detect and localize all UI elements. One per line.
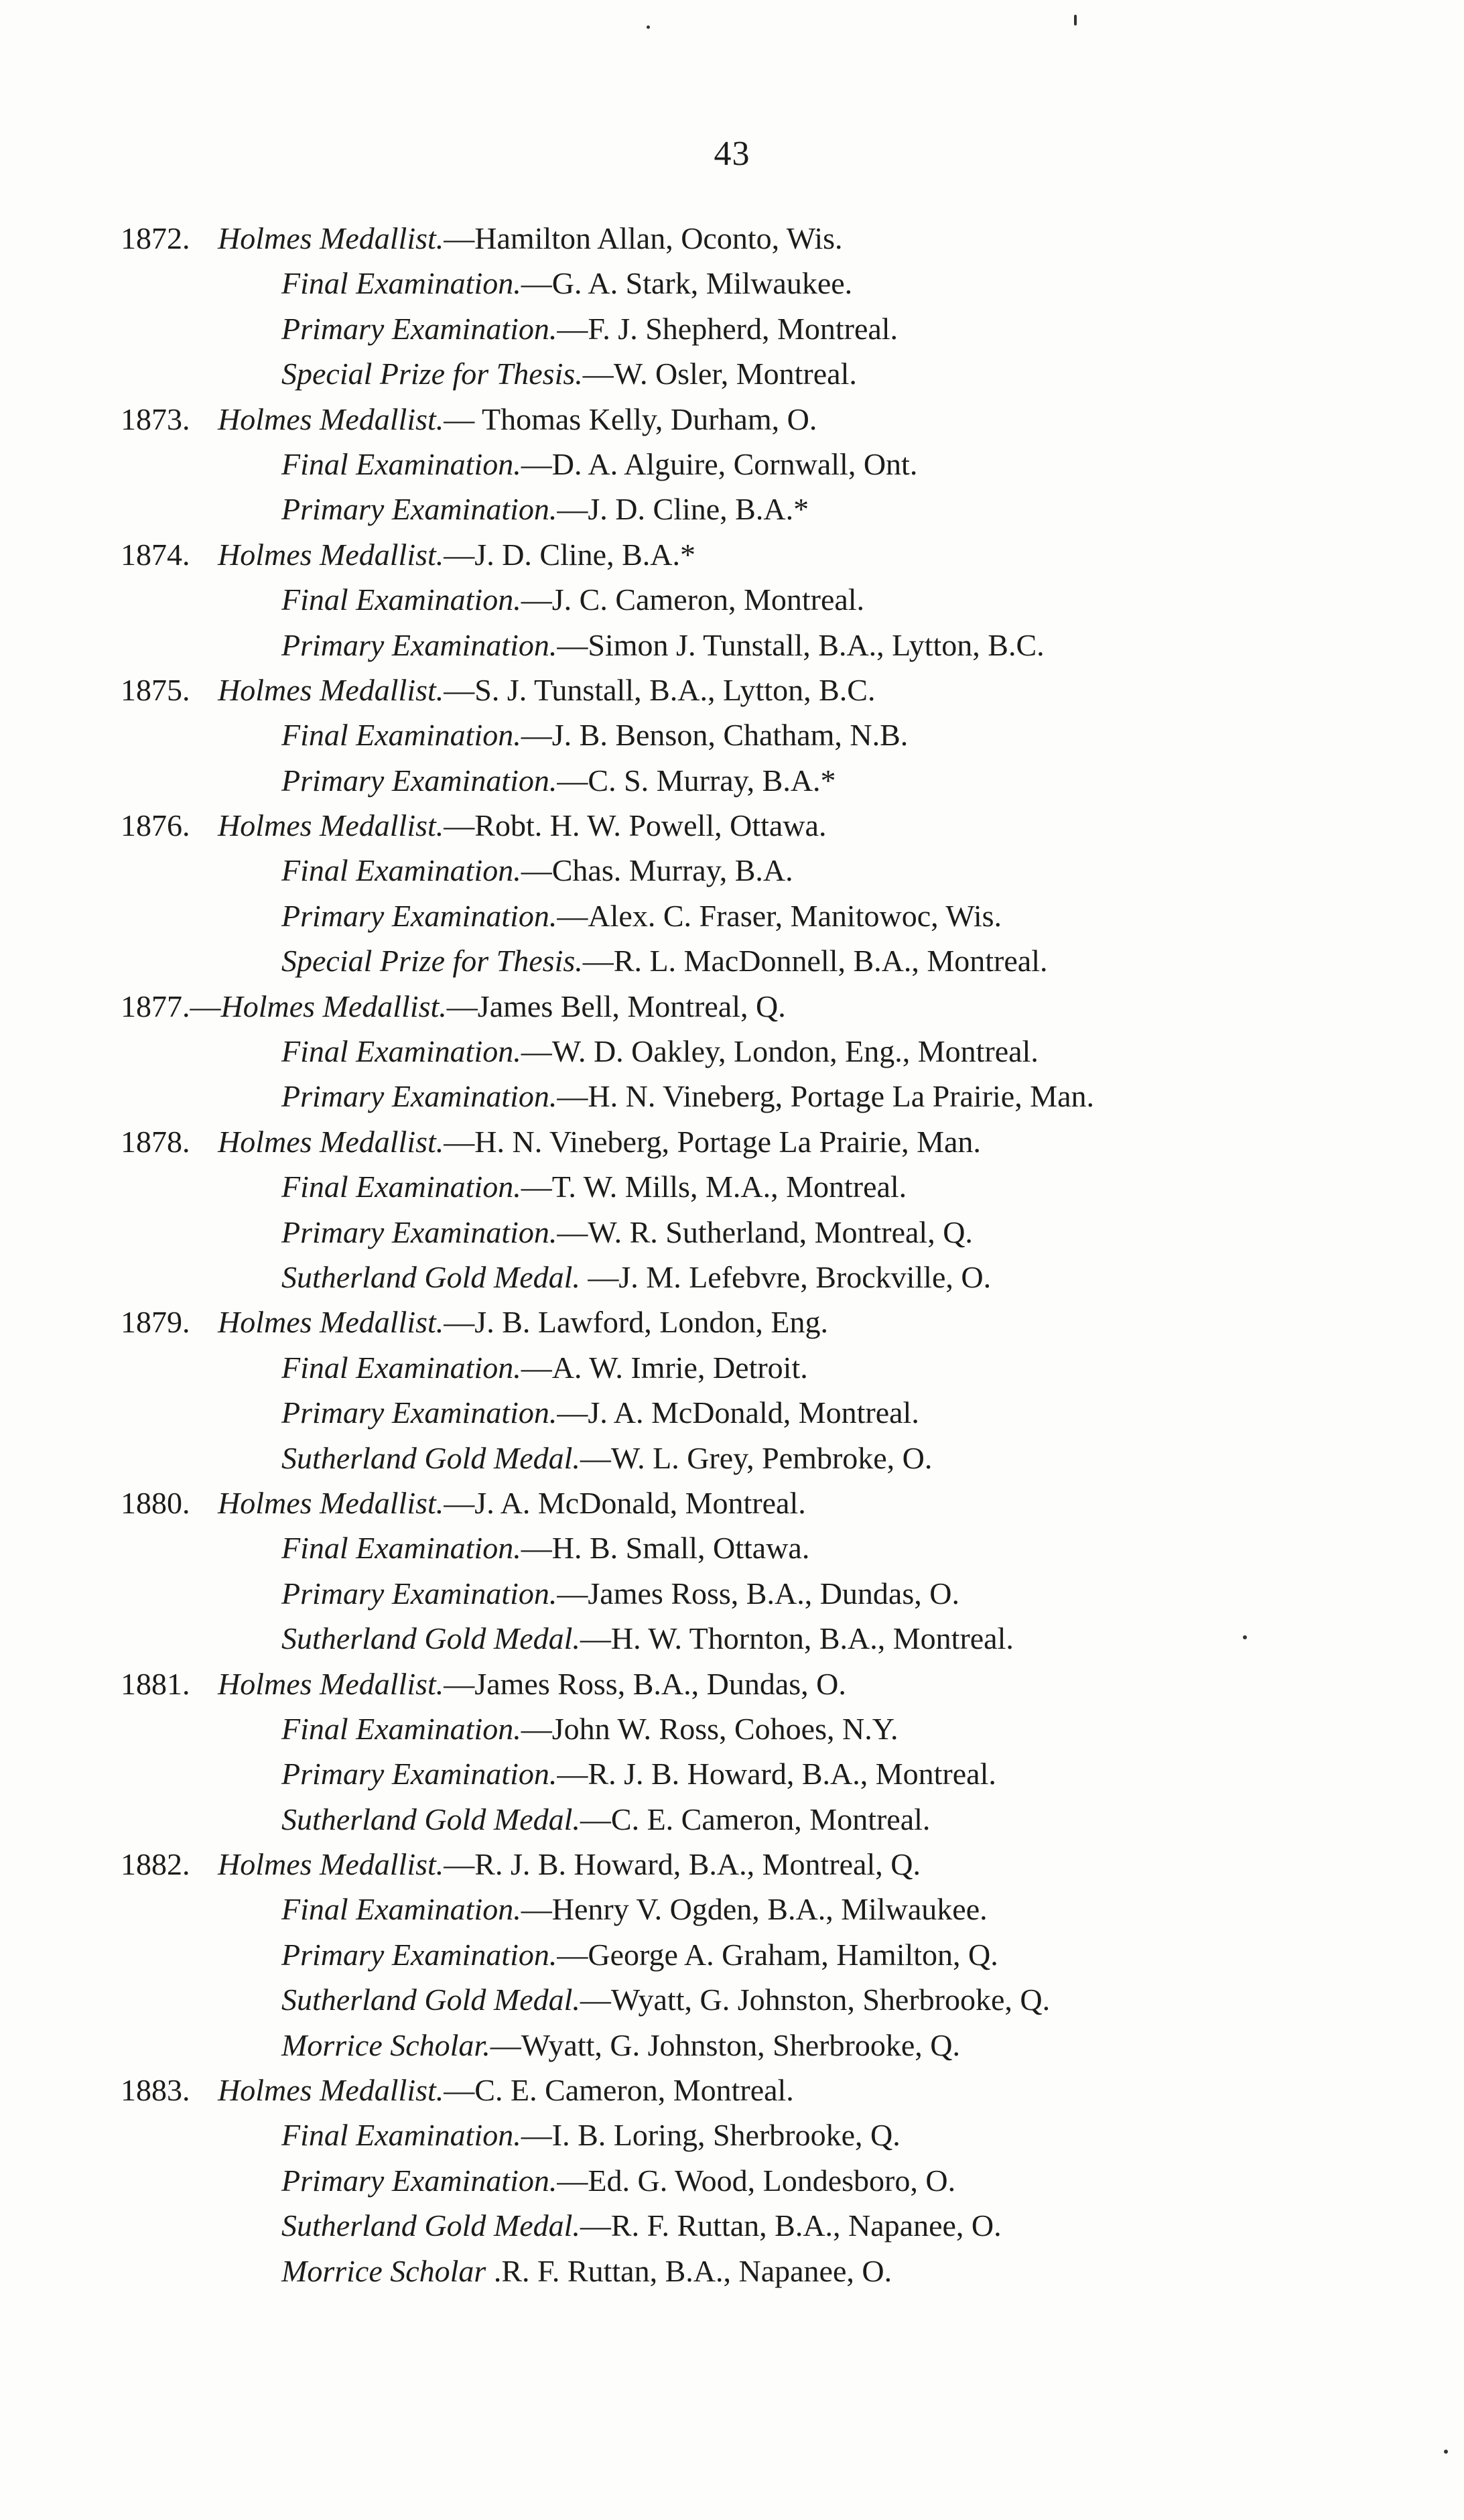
entry-line: [121, 2023, 1454, 2068]
separator: —: [521, 1034, 552, 1069]
separator: —: [557, 1757, 588, 1791]
separator: —: [582, 944, 614, 979]
recipient: R. L. MacDonnell, B.A., Montreal.: [613, 944, 1048, 979]
recipient: J. D. Cline, B.A.*: [588, 492, 809, 527]
entry-line: [121, 712, 1454, 757]
recipient: C. E. Cameron, Montreal.: [474, 2073, 794, 2108]
recipient: Ed. G. Wood, Londesboro, O.: [588, 2163, 956, 2198]
separator: —: [557, 311, 588, 346]
entry-year: 1879.: [121, 1305, 190, 1340]
separator: —: [521, 2118, 552, 2153]
award-title: Final Examination.: [281, 718, 521, 753]
entry-year-line: [121, 397, 1454, 442]
entry-line: [121, 1797, 1454, 1842]
award-title: Primary Examination.: [281, 1214, 557, 1249]
entry-year-line: [121, 2068, 1454, 2113]
entry-year: 1877.—: [121, 989, 221, 1023]
entry-line: [121, 442, 1454, 487]
entry-line: [121, 577, 1454, 622]
entry-line: [121, 848, 1454, 893]
recipient: F. J. Shepherd, Montreal.: [588, 311, 899, 346]
separator: —: [521, 1892, 552, 1927]
entry-year-line: [121, 216, 1454, 261]
separator: —: [580, 1440, 611, 1475]
award-title: Primary Examination.: [281, 1757, 557, 1791]
award-title: Final Examination.: [281, 2118, 521, 2153]
award-title: Special Prize for Thesis.: [281, 357, 583, 391]
award-title: Sutherland Gold Medal.: [281, 1440, 580, 1475]
separator: —: [444, 1485, 475, 1520]
separator: —: [444, 672, 475, 707]
separator: —: [557, 898, 588, 933]
entry-line: [121, 1706, 1454, 1751]
separator: —: [490, 2027, 521, 2062]
award-title: Holmes Medallist.: [218, 2073, 444, 2108]
separator: —: [444, 1305, 475, 1340]
separator: —: [444, 221, 475, 255]
recipient: John W. Ross, Cohoes, N.Y.: [551, 1711, 899, 1746]
recipient: Chas. Murray, B.A.: [551, 853, 793, 888]
entry-line: [121, 1255, 1454, 1300]
separator: —: [580, 1982, 611, 2017]
entry-year: 1873.: [121, 401, 190, 436]
award-title: Holmes Medallist.: [218, 1124, 444, 1159]
award-title: Final Examination.: [281, 1892, 521, 1927]
entry-line: [121, 1210, 1454, 1255]
recipient: R. F. Ruttan, B.A., Napanee, O.: [501, 2253, 892, 2288]
entry-line: [121, 2158, 1454, 2203]
entry-year: 1876.: [121, 808, 190, 843]
recipient: T. W. Mills, M.A., Montreal.: [551, 1170, 907, 1204]
award-title: Holmes Medallist.: [218, 672, 444, 707]
entry-year: 1883.: [121, 2073, 190, 2108]
recipient: J. M. Lefebvre, Brockville, O.: [618, 1259, 992, 1294]
entry-line: [121, 758, 1454, 803]
entry-year-line: [121, 1480, 1454, 1525]
separator: —: [444, 808, 475, 843]
separator: —: [444, 1847, 475, 1882]
entry-line: [121, 261, 1454, 306]
award-title: Holmes Medallist.: [218, 221, 444, 255]
recipient: W. R. Sutherland, Montreal, Q.: [588, 1214, 973, 1249]
separator: —: [444, 1124, 475, 1159]
award-title: Holmes Medallist.: [218, 1847, 444, 1882]
separator: —: [580, 1259, 619, 1294]
entry-year-line: [121, 668, 1454, 712]
recipient: Alex. C. Fraser, Manitowoc, Wis.: [588, 898, 1002, 933]
separator: —: [444, 401, 482, 436]
award-title: Final Examination.: [281, 446, 521, 481]
award-title: Final Examination.: [281, 266, 521, 301]
award-title: Final Examination.: [281, 853, 521, 888]
scan-speck: [1444, 2450, 1448, 2454]
award-title: Primary Examination.: [281, 2163, 557, 2198]
recipient: J. B. Benson, Chatham, N.B.: [551, 718, 909, 753]
award-title: Holmes Medallist.: [218, 537, 444, 572]
recipient: R. J. B. Howard, B.A., Montreal.: [588, 1757, 996, 1791]
award-title: Holmes Medallist.: [218, 808, 444, 843]
recipient: J. A. McDonald, Montreal.: [474, 1485, 806, 1520]
award-title: Primary Examination.: [281, 1395, 557, 1430]
entry-line: [121, 2249, 1454, 2293]
recipient: Wyatt, G. Johnston, Sherbrooke, Q.: [521, 2027, 960, 2062]
entry-year: 1882.: [121, 1847, 190, 1882]
entry-line: [121, 2113, 1454, 2157]
recipient: H. N. Vineberg, Portage La Prairie, Man.: [588, 1079, 1095, 1114]
entry-line: [121, 1029, 1454, 1074]
entry-year: 1875.: [121, 672, 190, 707]
scan-speck: [1243, 1635, 1247, 1639]
separator: .: [486, 2253, 502, 2288]
award-title: Holmes Medallist.: [218, 401, 444, 436]
recipient: J. D. Cline, B.A.*: [474, 537, 695, 572]
award-list: [121, 216, 1454, 2293]
separator: —: [557, 1576, 588, 1611]
recipient: C. S. Murray, B.A.*: [588, 763, 836, 798]
recipient: Simon J. Tunstall, B.A., Lytton, B.C.: [588, 627, 1045, 662]
recipient: S. J. Tunstall, B.A., Lytton, B.C.: [474, 672, 876, 707]
recipient: D. A. Alguire, Cornwall, Ont.: [551, 446, 918, 481]
entry-line: [121, 1345, 1454, 1390]
award-title: Final Examination.: [281, 1170, 521, 1204]
separator: —: [521, 1531, 552, 1566]
recipient: H. N. Vineberg, Portage La Prairie, Man.: [474, 1124, 981, 1159]
award-title: Holmes Medallist.: [218, 1666, 444, 1701]
entry-line: [121, 1074, 1454, 1119]
award-title: Morrice Scholar: [281, 2253, 486, 2288]
recipient: James Bell, Montreal, Q.: [477, 989, 786, 1023]
award-title: Final Examination.: [281, 1350, 521, 1385]
recipient: James Ross, B.A., Dundas, O.: [474, 1666, 846, 1701]
separator: —: [580, 2208, 611, 2243]
recipient: I. B. Loring, Sherbrooke, Q.: [551, 2118, 901, 2153]
separator: —: [446, 989, 478, 1023]
recipient: W. L. Grey, Pembroke, O.: [610, 1440, 933, 1475]
award-title: Holmes Medallist.: [220, 989, 447, 1023]
entry-line: [121, 487, 1454, 531]
separator: —: [557, 1214, 588, 1249]
entry-line: [121, 1436, 1454, 1480]
award-title: Primary Examination.: [281, 492, 557, 527]
separator: —: [444, 2073, 475, 2108]
scan-speck: [647, 25, 650, 29]
separator: —: [521, 1711, 552, 1746]
entry-line: [121, 1571, 1454, 1616]
separator: —: [521, 718, 552, 753]
entry-line: [121, 623, 1454, 668]
entry-year-line: [121, 1661, 1454, 1706]
award-title: Final Examination.: [281, 1034, 521, 1069]
entry-line: [121, 306, 1454, 351]
award-title: Primary Examination.: [281, 1079, 557, 1114]
award-title: Morrice Scholar.: [281, 2027, 490, 2062]
recipient: R. F. Ruttan, B.A., Napanee, O.: [610, 2208, 1002, 2243]
recipient: James Ross, B.A., Dundas, O.: [588, 1576, 959, 1611]
recipient: W. D. Oakley, London, Eng., Montreal.: [551, 1034, 1039, 1069]
recipient: Hamilton Allan, Oconto, Wis.: [474, 221, 843, 255]
separator: —: [521, 1350, 552, 1385]
recipient: C. E. Cameron, Montreal.: [610, 1802, 931, 1836]
separator: —: [521, 266, 552, 301]
recipient: A. W. Imrie, Detroit.: [551, 1350, 808, 1385]
separator: —: [444, 1666, 475, 1701]
entry-line: [121, 1616, 1454, 1661]
separator: —: [444, 537, 475, 572]
entry-line: [121, 1390, 1454, 1435]
separator: —: [521, 1170, 552, 1204]
recipient: H. W. Thornton, B.A., Montreal.: [610, 1621, 1014, 1656]
award-title: Sutherland Gold Medal.: [281, 1259, 580, 1294]
recipient: Henry V. Ogden, B.A., Milwaukee.: [551, 1892, 988, 1927]
award-title: Holmes Medallist.: [218, 1485, 444, 1520]
recipient: H. B. Small, Ottawa.: [551, 1531, 810, 1566]
recipient: Wyatt, G. Johnston, Sherbrooke, Q.: [610, 1982, 1051, 2017]
separator: —: [557, 763, 588, 798]
recipient: R. J. B. Howard, B.A., Montreal, Q.: [474, 1847, 921, 1882]
award-title: Primary Examination.: [281, 1937, 557, 1972]
entry-line: [121, 1977, 1454, 2022]
award-title: Sutherland Gold Medal.: [281, 2208, 580, 2243]
award-title: Final Examination.: [281, 1711, 521, 1746]
entry-line: [121, 893, 1454, 938]
recipient: J. A. McDonald, Montreal.: [588, 1395, 919, 1430]
separator: —: [557, 1079, 588, 1114]
recipient: G. A. Stark, Milwaukee.: [551, 266, 853, 301]
entry-year: 1880.: [121, 1485, 190, 1520]
entry-year-line: [121, 803, 1454, 848]
entry-year: 1872.: [121, 221, 190, 255]
award-title: Primary Examination.: [281, 898, 557, 933]
separator: —: [557, 492, 588, 527]
entry-year-line: [121, 1119, 1454, 1164]
award-title: Primary Examination.: [281, 763, 557, 798]
entry-line: [121, 1751, 1454, 1796]
separator: —: [557, 1395, 588, 1430]
entry-line: [121, 351, 1454, 396]
entry-year: 1881.: [121, 1666, 190, 1701]
award-title: Sutherland Gold Medal.: [281, 1621, 580, 1656]
entry-year-line: [121, 532, 1454, 577]
separator: —: [580, 1802, 611, 1836]
entry-line: [121, 1887, 1454, 1932]
entry-year-line: [121, 1842, 1454, 1887]
recipient: Robt. H. W. Powell, Ottawa.: [474, 808, 827, 843]
separator: —: [557, 1937, 588, 1972]
recipient: Thomas Kelly, Durham, O.: [481, 401, 817, 436]
separator: —: [557, 2163, 588, 2198]
award-title: Final Examination.: [281, 1531, 521, 1566]
entry-year-line: [121, 1300, 1454, 1344]
separator: —: [521, 446, 552, 481]
scan-speck: [1074, 15, 1077, 25]
separator: —: [521, 853, 552, 888]
separator: —: [557, 627, 588, 662]
entry-year: 1878.: [121, 1124, 190, 1159]
award-title: Final Examination.: [281, 582, 521, 617]
separator: —: [580, 1621, 611, 1656]
entry-line: [121, 1932, 1454, 1977]
separator: —: [521, 582, 552, 617]
award-title: Primary Examination.: [281, 1576, 557, 1611]
award-title: Primary Examination.: [281, 627, 557, 662]
entry-year: 1874.: [121, 537, 190, 572]
entry-line: [121, 1525, 1454, 1570]
recipient: J. C. Cameron, Montreal.: [551, 582, 865, 617]
entry-line: [121, 1164, 1454, 1209]
recipient: J. B. Lawford, London, Eng.: [474, 1305, 828, 1340]
recipient: W. Osler, Montreal.: [613, 357, 857, 391]
award-title: Sutherland Gold Medal.: [281, 1802, 580, 1836]
entry-line: [121, 938, 1454, 983]
award-title: Holmes Medallist.: [218, 1305, 444, 1340]
page-number: 43: [714, 135, 750, 173]
award-title: Special Prize for Thesis.: [281, 944, 583, 979]
entry-line: [121, 2203, 1454, 2248]
award-title: Primary Examination.: [281, 311, 557, 346]
award-title: Sutherland Gold Medal.: [281, 1982, 580, 2017]
recipient: George A. Graham, Hamilton, Q.: [588, 1937, 998, 1972]
separator: —: [582, 357, 614, 391]
entry-year-line: [121, 984, 1454, 1029]
